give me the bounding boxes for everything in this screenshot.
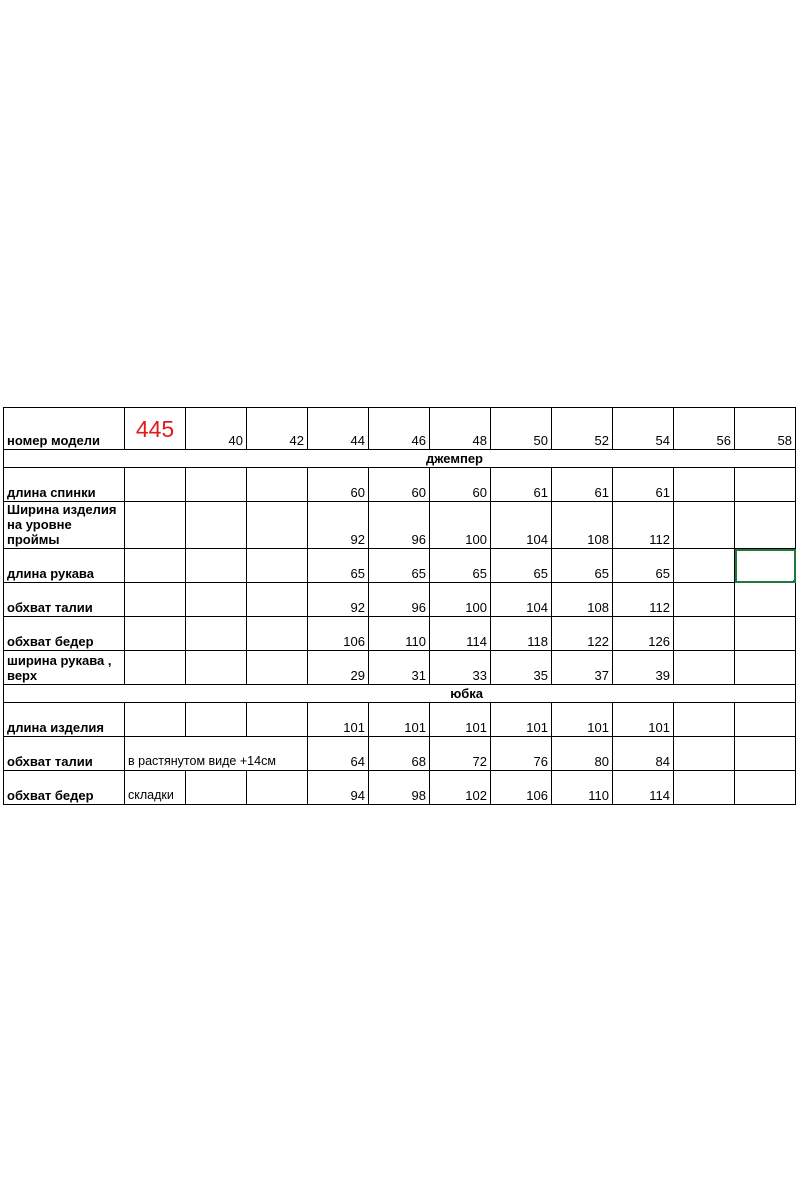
- size-header-cell[interactable]: 56: [674, 408, 735, 450]
- value-cell[interactable]: 92: [308, 583, 369, 617]
- section-header-row: [4, 685, 796, 703]
- note-cell[interactable]: [125, 468, 186, 502]
- value-cell[interactable]: 100: [430, 583, 491, 617]
- value-cell[interactable]: [247, 617, 308, 651]
- value-cell[interactable]: 65: [613, 549, 674, 583]
- value-cell[interactable]: 65: [308, 549, 369, 583]
- value-cell[interactable]: 114: [430, 617, 491, 651]
- value-cell[interactable]: [186, 502, 247, 549]
- measurement-row: [4, 583, 796, 617]
- value-cell[interactable]: [674, 771, 735, 805]
- size-header-cell[interactable]: 48: [430, 408, 491, 450]
- note-cell[interactable]: складки: [125, 771, 186, 805]
- value-cell[interactable]: 101: [552, 703, 613, 737]
- value-cell[interactable]: 61: [613, 468, 674, 502]
- value-cell[interactable]: 61: [552, 468, 613, 502]
- value-cell[interactable]: [674, 651, 735, 685]
- value-cell[interactable]: 76: [491, 737, 552, 771]
- value-cell[interactable]: 108: [552, 583, 613, 617]
- measurement-label-cell[interactable]: длина изделия: [4, 703, 125, 737]
- value-cell[interactable]: 68: [369, 737, 430, 771]
- value-cell[interactable]: [186, 771, 247, 805]
- value-cell[interactable]: 101: [430, 703, 491, 737]
- value-cell[interactable]: 110: [552, 771, 613, 805]
- value-cell[interactable]: 98: [369, 771, 430, 805]
- measurement-row: [4, 737, 796, 771]
- value-cell[interactable]: [735, 617, 796, 651]
- value-cell[interactable]: [186, 468, 247, 502]
- value-cell[interactable]: 101: [308, 703, 369, 737]
- value-cell[interactable]: [735, 549, 796, 583]
- value-cell[interactable]: [247, 468, 308, 502]
- value-cell[interactable]: 108: [552, 502, 613, 549]
- value-cell[interactable]: [186, 617, 247, 651]
- value-cell[interactable]: [247, 502, 308, 549]
- value-cell[interactable]: [247, 771, 308, 805]
- model-label-cell[interactable]: номер модели: [4, 408, 125, 450]
- value-cell[interactable]: [674, 502, 735, 549]
- model-number-cell[interactable]: 445: [125, 408, 186, 450]
- value-cell[interactable]: 104: [491, 583, 552, 617]
- measurement-label-cell[interactable]: обхват бедер: [4, 617, 125, 651]
- value-cell[interactable]: 60: [369, 468, 430, 502]
- measurement-label-cell[interactable]: Ширина изделия на уровне проймы: [4, 502, 125, 549]
- size-header-cell[interactable]: 52: [552, 408, 613, 450]
- value-cell[interactable]: 100: [430, 502, 491, 549]
- value-cell[interactable]: 35: [491, 651, 552, 685]
- value-cell[interactable]: [186, 583, 247, 617]
- size-header-cell[interactable]: 58: [735, 408, 796, 450]
- measurement-row: [4, 617, 796, 651]
- value-cell[interactable]: 101: [491, 703, 552, 737]
- value-cell[interactable]: [735, 703, 796, 737]
- measurement-label-cell[interactable]: обхват талии: [4, 737, 125, 771]
- value-cell[interactable]: 39: [613, 651, 674, 685]
- value-cell[interactable]: 37: [552, 651, 613, 685]
- section-title-cell[interactable]: джемпер: [4, 450, 796, 468]
- value-cell[interactable]: 112: [613, 502, 674, 549]
- value-cell[interactable]: 118: [491, 617, 552, 651]
- size-header-cell[interactable]: 40: [186, 408, 247, 450]
- value-cell[interactable]: 65: [430, 549, 491, 583]
- value-cell[interactable]: 96: [369, 583, 430, 617]
- measurement-label-cell[interactable]: длина спинки: [4, 468, 125, 502]
- value-cell[interactable]: 61: [491, 468, 552, 502]
- note-cell[interactable]: [125, 549, 186, 583]
- value-cell[interactable]: 92: [308, 502, 369, 549]
- value-cell[interactable]: 72: [430, 737, 491, 771]
- note-cell[interactable]: [125, 583, 186, 617]
- size-header-cell[interactable]: 44: [308, 408, 369, 450]
- value-cell[interactable]: [735, 468, 796, 502]
- size-header-cell[interactable]: 46: [369, 408, 430, 450]
- value-cell[interactable]: 122: [552, 617, 613, 651]
- value-cell[interactable]: 80: [552, 737, 613, 771]
- value-cell[interactable]: [674, 549, 735, 583]
- size-header-cell[interactable]: 50: [491, 408, 552, 450]
- measurement-row: [4, 771, 796, 805]
- note-cell[interactable]: [125, 703, 186, 737]
- measurement-label-cell[interactable]: длина рукава: [4, 549, 125, 583]
- measurement-label-cell[interactable]: обхват талии: [4, 583, 125, 617]
- value-cell[interactable]: [247, 703, 308, 737]
- value-cell[interactable]: 104: [491, 502, 552, 549]
- measurement-label-cell[interactable]: обхват бедер: [4, 771, 125, 805]
- value-cell[interactable]: 114: [613, 771, 674, 805]
- note-cell[interactable]: [125, 617, 186, 651]
- value-cell[interactable]: 101: [613, 703, 674, 737]
- value-cell[interactable]: [735, 771, 796, 805]
- note-cell[interactable]: в растянутом виде +14см: [125, 737, 186, 771]
- value-cell[interactable]: [735, 583, 796, 617]
- measurement-row: [4, 703, 796, 737]
- value-cell[interactable]: [186, 703, 247, 737]
- measurement-row: [4, 651, 796, 685]
- value-cell[interactable]: 126: [613, 617, 674, 651]
- value-cell[interactable]: [247, 651, 308, 685]
- size-header-cell[interactable]: 54: [613, 408, 674, 450]
- value-cell[interactable]: 33: [430, 651, 491, 685]
- value-cell[interactable]: 106: [491, 771, 552, 805]
- value-cell[interactable]: 60: [430, 468, 491, 502]
- value-cell[interactable]: 84: [613, 737, 674, 771]
- measurement-row: [4, 468, 796, 502]
- value-cell[interactable]: [735, 651, 796, 685]
- value-cell[interactable]: 94: [308, 771, 369, 805]
- value-cell[interactable]: [674, 737, 735, 771]
- size-chart-table: [3, 407, 796, 805]
- value-cell[interactable]: 96: [369, 502, 430, 549]
- measurement-row: [4, 549, 796, 583]
- value-cell[interactable]: 101: [369, 703, 430, 737]
- value-cell[interactable]: [674, 583, 735, 617]
- note-cell[interactable]: [125, 502, 186, 549]
- size-header-cell[interactable]: 42: [247, 408, 308, 450]
- section-header-row: [4, 450, 796, 468]
- value-cell[interactable]: 65: [552, 549, 613, 583]
- note-cell[interactable]: [125, 651, 186, 685]
- value-cell[interactable]: 29: [308, 651, 369, 685]
- value-cell[interactable]: [247, 583, 308, 617]
- value-cell[interactable]: [735, 737, 796, 771]
- value-cell[interactable]: [186, 549, 247, 583]
- value-cell[interactable]: 60: [308, 468, 369, 502]
- value-cell[interactable]: [247, 549, 308, 583]
- value-cell[interactable]: [735, 502, 796, 549]
- value-cell[interactable]: 106: [308, 617, 369, 651]
- measurement-row: [4, 502, 796, 549]
- value-cell[interactable]: 110: [369, 617, 430, 651]
- value-cell[interactable]: [674, 617, 735, 651]
- value-cell[interactable]: 102: [430, 771, 491, 805]
- value-cell[interactable]: [186, 651, 247, 685]
- value-cell[interactable]: 65: [491, 549, 552, 583]
- value-cell[interactable]: [674, 703, 735, 737]
- header-row: [4, 408, 796, 450]
- section-title-cell[interactable]: юбка: [4, 685, 796, 703]
- value-cell[interactable]: 31: [369, 651, 430, 685]
- value-cell[interactable]: 64: [308, 737, 369, 771]
- value-cell[interactable]: 112: [613, 583, 674, 617]
- measurement-label-cell[interactable]: ширина рукава , верх: [4, 651, 125, 685]
- value-cell[interactable]: 65: [369, 549, 430, 583]
- value-cell[interactable]: [674, 468, 735, 502]
